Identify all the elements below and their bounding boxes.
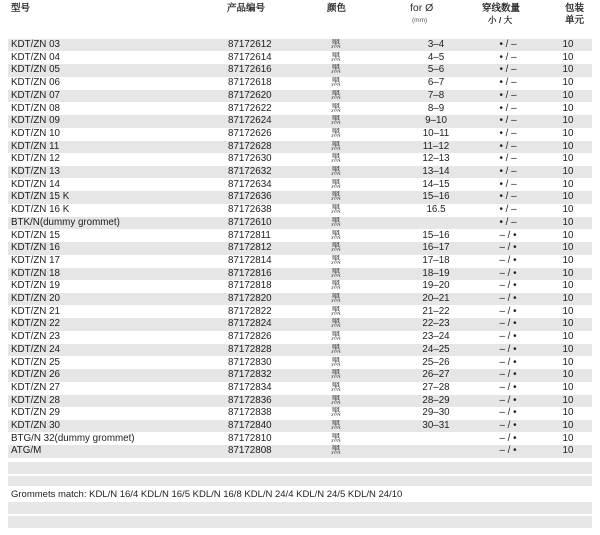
table-row [8,128,592,140]
cell-code: 87172622 [228,102,272,114]
cell-for-diameter: 30–31 [422,420,450,431]
table-row [8,64,592,76]
cell-code: 87172840 [228,420,272,431]
cell-color: 黑 [331,51,341,63]
table-row [8,293,592,305]
cell-for-diameter: 3–4 [427,39,445,50]
cell-code: 87172838 [228,407,272,419]
cell-color: 黑 [331,305,341,317]
header-qty: 穿线数量 [482,3,521,14]
table-row [8,191,592,203]
cell-color: 黑 [331,381,341,393]
table-row [8,141,592,153]
table-row [8,166,592,178]
cell-model: ATG/M [11,445,42,457]
table-row [8,445,592,457]
cell-code: 87172826 [228,331,272,343]
cell-code: 87172814 [228,254,272,266]
cell-for-diameter: 29–30 [422,407,450,419]
table-row [8,369,592,381]
cell-qty: – / • [499,369,517,381]
cell-for-diameter: 8–9 [427,102,445,114]
cell-color: 黑 [331,432,341,444]
cell-for-diameter: 12–13 [422,153,450,165]
cell-color: 黑 [331,331,341,343]
cell-qty: – / • [499,381,517,393]
cell-qty: – / • [499,318,517,330]
cell-code: 87172626 [228,127,272,139]
cell-color: 黑 [331,216,341,228]
cell-model: KDT/ZN 03 [11,39,60,50]
cell-qty: • / – [499,51,517,63]
cell-qty: • / – [499,115,517,127]
cell-model: KDT/ZN 29 [11,407,60,419]
cell-model: KDT/ZN 16 [11,242,60,254]
table-row [8,230,592,242]
cell-pack: 10 [562,115,574,127]
cell-code: 87172618 [228,77,272,89]
cell-code: 87172636 [228,191,272,203]
cell-qty: – / • [499,331,517,343]
cell-code: 87172828 [228,343,272,355]
cell-for-diameter: 16.5 [426,204,446,216]
cell-code: 87172630 [228,153,272,165]
cell-qty: – / • [499,407,517,419]
cell-model: KDT/ZN 19 [11,280,60,292]
cell-model: KDT/ZN 13 [11,166,60,177]
cell-for-diameter: 25–26 [422,356,450,368]
cell-for-diameter: 28–29 [422,394,450,406]
cell-model: KDT/ZN 07 [11,89,60,101]
cell-pack: 10 [562,331,574,343]
table-row [8,255,592,267]
cell-pack: 10 [562,127,574,139]
cell-for-diameter: 22–23 [422,318,450,330]
footer-stripe-3 [8,502,592,514]
cell-qty: – / • [499,229,517,241]
cell-model: KDT/ZN 16 K [11,204,70,216]
cell-qty: – / • [499,356,517,368]
header-for-unit: (mm) [412,17,428,24]
table-row [8,407,592,419]
cell-pack: 10 [562,77,574,89]
cell-code: 87172634 [228,178,272,190]
cell-qty: – / • [499,432,517,444]
cell-code: 87172624 [228,115,272,127]
table-row [8,103,592,115]
cell-color: 黑 [331,166,341,177]
cell-for-diameter: 27–28 [422,381,450,393]
cell-for-diameter: 16–17 [422,242,450,254]
table-row [8,433,592,445]
header-code: 产品编号 [227,3,266,14]
cell-model: BTK/N(dummy grommet) [11,216,120,228]
cell-for-diameter: 20–21 [422,293,450,304]
cell-code: 87172824 [228,318,272,330]
cell-for-diameter: 11–12 [422,140,450,152]
cell-for-diameter: 23–24 [422,331,450,343]
cell-model: KDT/ZN 22 [11,318,60,330]
cell-pack: 10 [562,432,574,444]
cell-color: 黑 [331,89,341,101]
cell-model: KDT/ZN 28 [11,394,60,406]
table-row [8,357,592,369]
table-row [8,331,592,343]
cell-qty: – / • [499,242,517,254]
cell-model: KDT/ZN 23 [11,331,60,343]
cell-model: KDT/ZN 10 [11,127,60,139]
cell-color: 黑 [331,102,341,114]
cell-qty: • / – [499,64,517,76]
cell-model: KDT/ZN 21 [11,305,60,317]
cell-model: KDT/ZN 04 [11,51,60,63]
cell-qty: – / • [499,267,517,279]
cell-color: 黑 [331,140,341,152]
cell-code: 87172614 [228,51,272,63]
cell-model: KDT/ZN 09 [11,115,60,127]
cell-for-diameter: 15–16 [422,229,450,241]
cell-model: KDT/ZN 25 [11,356,60,368]
cell-model: KDT/ZN 24 [11,343,60,355]
cell-for-diameter: 10–11 [422,127,450,139]
cell-code: 87172812 [228,242,272,254]
cell-code: 87172816 [228,267,272,279]
cell-code: 87172830 [228,356,272,368]
cell-color: 黑 [331,204,341,216]
cell-pack: 10 [562,369,574,381]
cell-for-diameter: 4–5 [427,51,445,63]
cell-color: 黑 [331,369,341,381]
table-row [8,217,592,229]
cell-color: 黑 [331,407,341,419]
cell-for-diameter: 21–22 [422,305,450,317]
cell-for-diameter: 14–15 [422,178,450,190]
cell-color: 黑 [331,356,341,368]
table-row [8,242,592,254]
grommets-match-note: Grommets match: KDL/N 16/4 KDL/N 16/5 KDL/N 16/8 KDL/N 24/4 KDL/N 24/5 KDL/N 24/10 [11,489,403,500]
cell-qty: • / – [499,204,517,216]
cell-model: KDT/ZN 27 [11,381,60,393]
cell-color: 黑 [331,420,341,431]
cell-model: KDT/ZN 11 [11,140,60,152]
cell-qty: • / – [499,191,517,203]
table-row [8,280,592,292]
table-row [8,204,592,216]
cell-model: KDT/ZN 18 [11,267,60,279]
cell-model: KDT/ZN 15 [11,229,60,241]
cell-color: 黑 [331,254,341,266]
table-row [8,420,592,432]
cell-pack: 10 [562,51,574,63]
cell-pack: 10 [562,153,574,165]
cell-color: 黑 [331,115,341,127]
cell-color: 黑 [331,445,341,457]
cell-code: 87172811 [228,229,271,241]
cell-code: 87172610 [228,216,272,228]
cell-code: 87172612 [228,39,272,50]
header-qty-sub: 小 / 大 [488,15,513,25]
cell-model: KDT/ZN 15 K [11,191,70,203]
cell-code: 87172832 [228,369,272,381]
cell-model: KDT/ZN 17 [11,254,60,266]
cell-for-diameter: 26–27 [422,369,450,381]
cell-code: 87172810 [228,432,272,444]
cell-pack: 10 [562,305,574,317]
cell-color: 黑 [331,267,341,279]
cell-for-diameter: 17–18 [422,254,450,266]
cell-color: 黑 [331,293,341,304]
cell-code: 87172834 [228,381,272,393]
cell-qty: • / – [499,77,517,89]
cell-pack: 10 [562,254,574,266]
cell-pack: 10 [562,64,574,76]
cell-pack: 10 [562,178,574,190]
cell-model: KDT/ZN 06 [11,77,60,89]
cell-pack: 10 [562,39,574,50]
cell-color: 黑 [331,77,341,89]
cell-code: 87172616 [228,64,272,76]
header-for: for Ø [410,2,434,14]
cell-pack: 10 [562,102,574,114]
table-row [8,179,592,191]
footer-stripe-1 [8,462,592,474]
cell-qty: • / – [499,140,517,152]
table-row [8,153,592,165]
cell-qty: – / • [499,394,517,406]
cell-code: 87172808 [228,445,272,457]
cell-pack: 10 [562,166,574,177]
cell-pack: 10 [562,191,574,203]
cell-for-diameter: 7–8 [427,89,445,101]
table-row [8,115,592,127]
cell-pack: 10 [562,356,574,368]
cell-qty: – / • [499,293,517,304]
header-color: 颜色 [327,3,347,14]
cell-model: KDT/ZN 12 [11,153,60,165]
table-row [8,344,592,356]
table-row [8,306,592,318]
cell-color: 黑 [331,64,341,76]
table-row [8,39,592,51]
cell-code: 87172822 [228,305,272,317]
cell-color: 黑 [331,127,341,139]
cell-color: 黑 [331,280,341,292]
cell-pack: 10 [562,381,574,393]
cell-pack: 10 [562,407,574,419]
cell-pack: 10 [562,280,574,292]
cell-color: 黑 [331,343,341,355]
cell-code: 87172836 [228,394,272,406]
table-row [8,395,592,407]
cell-color: 黑 [331,153,341,165]
cell-model: BTG/N 32(dummy grommet) [11,432,135,444]
cell-qty: • / – [499,102,517,114]
table-row [8,52,592,64]
table-row [8,268,592,280]
cell-model: KDT/ZN 30 [11,420,60,431]
cell-pack: 10 [562,445,574,457]
cell-qty: • / – [499,39,517,50]
footer-stripe-2 [8,476,592,486]
cell-qty: – / • [499,305,517,317]
cell-model: KDT/ZN 08 [11,102,60,114]
cell-code: 87172638 [228,204,272,216]
cell-for-diameter: 19–20 [422,280,450,292]
cell-pack: 10 [562,204,574,216]
cell-for-diameter: 18–19 [422,267,450,279]
cell-code: 87172620 [228,89,272,101]
cell-for-diameter: 9–10 [425,115,447,127]
table-header [0,0,600,36]
cell-for-diameter: 15–16 [422,191,450,203]
cell-code: 87172632 [228,166,272,177]
header-pack: 包装 [565,3,585,14]
cell-pack: 10 [562,420,574,431]
cell-pack: 10 [562,394,574,406]
cell-qty: – / • [499,254,517,266]
cell-qty: – / • [499,445,517,457]
cell-pack: 10 [562,293,574,304]
cell-code: 87172818 [228,280,272,292]
cell-color: 黑 [331,229,341,241]
cell-for-diameter: 5–6 [427,64,445,76]
cell-qty: – / • [499,420,517,431]
cell-pack: 10 [562,140,574,152]
cell-code: 87172820 [228,293,272,304]
cell-model: KDT/ZN 05 [11,64,60,76]
cell-qty: – / • [499,343,517,355]
cell-for-diameter: 13–14 [422,166,450,177]
cell-code: 87172628 [228,140,272,152]
table-row [8,318,592,330]
cell-qty: • / – [499,153,517,165]
cell-for-diameter: 6–7 [427,77,445,89]
cell-qty: • / – [499,166,517,177]
cell-color: 黑 [331,318,341,330]
cell-pack: 10 [562,267,574,279]
cell-qty: • / – [499,178,517,190]
cell-color: 黑 [331,178,341,190]
cell-qty: – / • [499,280,517,292]
footer-stripe-4 [8,516,592,528]
cell-qty: • / – [499,127,517,139]
cell-for-diameter: 24–25 [422,343,450,355]
cell-model: KDT/ZN 20 [11,293,60,304]
table-row [8,382,592,394]
table-row [8,77,592,89]
cell-color: 黑 [331,242,341,254]
cell-color: 黑 [331,39,341,50]
cell-model: KDT/ZN 26 [11,369,60,381]
header-pack-sub: 单元 [565,15,585,26]
cell-pack: 10 [562,343,574,355]
cell-pack: 10 [562,229,574,241]
cell-qty: • / – [499,89,517,101]
header-model: 型号 [11,3,31,14]
cell-pack: 10 [562,216,574,228]
cell-color: 黑 [331,394,341,406]
cell-pack: 10 [562,318,574,330]
cell-qty: • / – [499,216,517,228]
table-row [8,90,592,102]
cell-pack: 10 [562,89,574,101]
cell-model: KDT/ZN 14 [11,178,60,190]
cell-pack: 10 [562,242,574,254]
cell-color: 黑 [331,191,341,203]
